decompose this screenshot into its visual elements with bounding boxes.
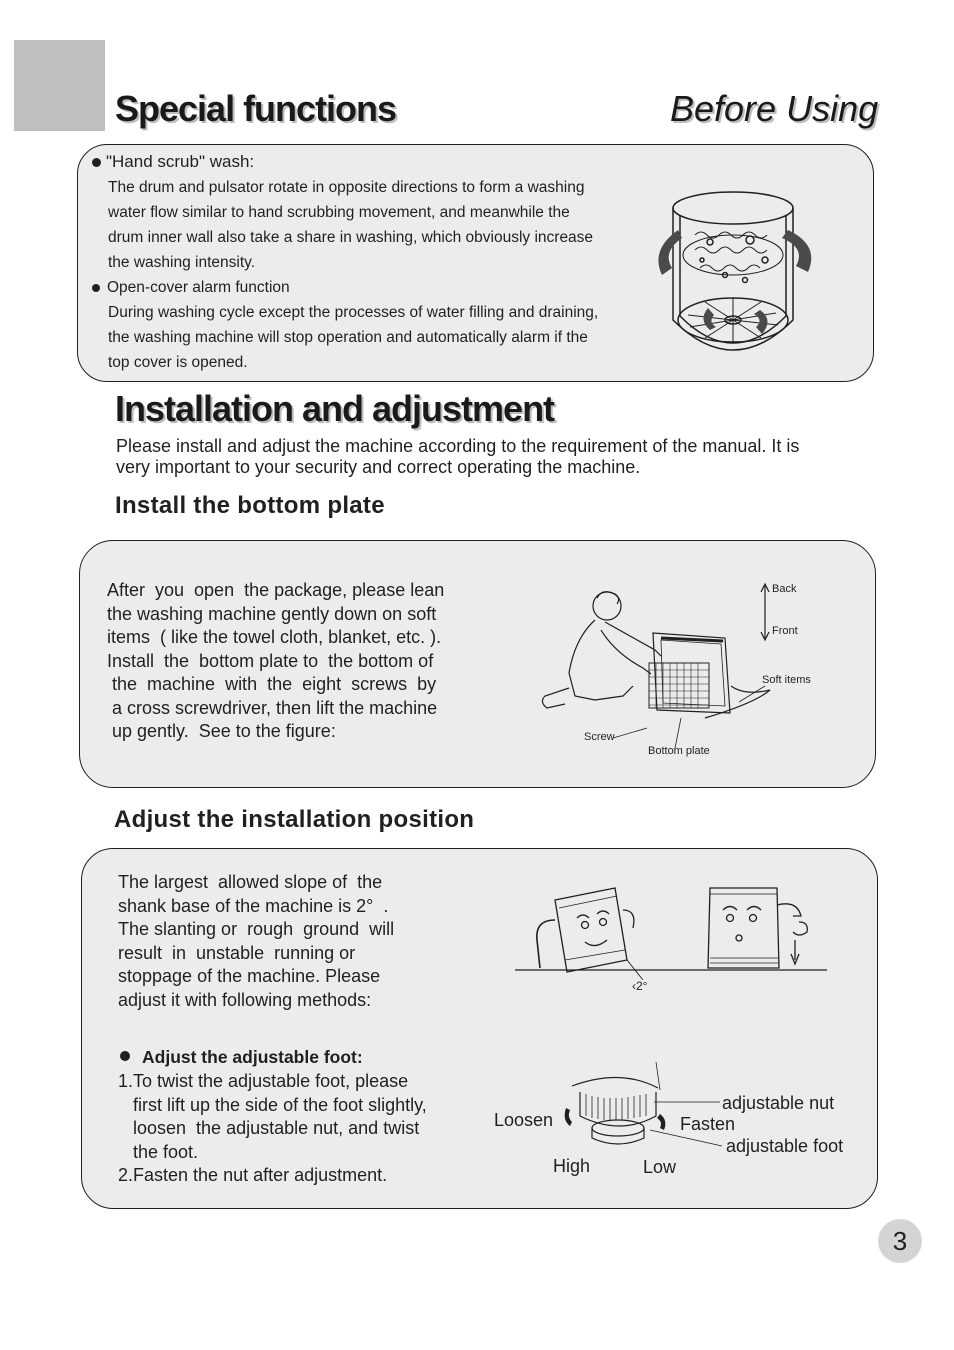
label-adjustable-nut: adjustable nut bbox=[722, 1093, 835, 1113]
position-line: result in unstable running or bbox=[118, 942, 356, 963]
hand-scrub-line: the washing intensity. bbox=[108, 254, 256, 271]
drum-pulsator-illustration bbox=[650, 180, 820, 365]
bullet-icon bbox=[92, 284, 100, 292]
installation-intro bbox=[116, 436, 799, 478]
open-cover-line: top cover is opened. bbox=[108, 354, 248, 371]
label-front: Front bbox=[772, 625, 798, 637]
foot-step-line: the foot. bbox=[118, 1141, 199, 1162]
foot-step-line: 2.Fasten the nut after adjustment. bbox=[118, 1165, 388, 1185]
open-cover-line: During washing cycle except the processes of water filling and draining, bbox=[108, 304, 599, 321]
label-low: Low bbox=[643, 1157, 677, 1177]
bottom-plate-line: the machine with the eight screws by bbox=[107, 674, 437, 694]
installation-title: Installation and adjustment bbox=[115, 388, 555, 429]
intro-line: very important to your security and correct operating the machine. bbox=[116, 457, 641, 477]
page-title: Special functions bbox=[115, 88, 397, 129]
slope-figure bbox=[515, 880, 830, 1000]
foot-step-line: first lift up the side of the foot slightly, bbox=[118, 1094, 427, 1115]
bottom-plate-text bbox=[107, 579, 444, 744]
foot-heading: Adjust the adjustable foot: bbox=[142, 1047, 363, 1067]
foot-heading-row bbox=[120, 1047, 363, 1068]
label-soft-items: Soft items bbox=[762, 674, 811, 686]
bullet-icon bbox=[92, 158, 101, 167]
position-heading: Adjust the installation position bbox=[114, 806, 475, 833]
bottom-plate-line: the washing machine gently down on soft bbox=[107, 603, 437, 624]
hand-scrub-line: drum inner wall also take a share in washing, which obviously increase bbox=[108, 229, 594, 246]
open-cover-line: the washing machine will stop operation and automatically alarm if the bbox=[108, 329, 588, 346]
hand-scrub-line: water flow similar to hand scrubbing movement, and meanwhile the bbox=[108, 204, 570, 221]
bottom-plate-line: Install the bottom plate to the bottom of bbox=[107, 650, 434, 671]
label-high: High bbox=[553, 1156, 591, 1176]
slope-value: 2° bbox=[636, 979, 648, 993]
position-line: The largest allowed slope of the bbox=[118, 872, 383, 892]
page-number bbox=[878, 1219, 922, 1263]
label-screw: Screw bbox=[584, 731, 615, 743]
label-fasten: Fasten bbox=[680, 1114, 736, 1134]
position-line: The slanting or rough ground will bbox=[118, 919, 395, 939]
bottom-plate-heading: Install the bottom plate bbox=[115, 492, 385, 519]
intro-line: Please install and adjust the machine according to the requirement of the manual. It is bbox=[116, 436, 800, 456]
foot-step-line: 1.To twist the adjustable foot, please bbox=[118, 1071, 409, 1091]
bottom-plate-figure bbox=[535, 578, 835, 768]
hand-scrub-section bbox=[92, 150, 598, 375]
label-loosen: Loosen bbox=[494, 1110, 554, 1130]
label-bottom-plate: Bottom plate bbox=[648, 745, 710, 757]
page-number-value: 3 bbox=[892, 1225, 908, 1256]
position-line: shank base of the machine is 2° . bbox=[118, 895, 389, 916]
position-line: stoppage of the machine. Please bbox=[118, 966, 381, 986]
position-line: adjust it with following methods: bbox=[118, 989, 372, 1010]
adjustable-foot-figure bbox=[560, 1058, 730, 1168]
bottom-plate-line: After you open the package, please lean bbox=[107, 580, 445, 600]
hand-scrub-line: The drum and pulsator rotate in opposite directions to form a washing bbox=[108, 179, 585, 196]
hand-scrub-heading: "Hand scrub" wash: bbox=[106, 152, 255, 171]
label-back: Back bbox=[772, 583, 797, 595]
label-adjustable-foot: adjustable foot bbox=[726, 1136, 844, 1156]
bottom-plate-line: items ( like the towel cloth, blanket, etc. ). bbox=[107, 627, 442, 647]
bottom-plate-line: a cross screwdriver, then lift the machine bbox=[107, 697, 438, 718]
chapter-title: Before Using bbox=[670, 88, 879, 129]
foot-step-line: loosen the adjustable nut, and twist bbox=[118, 1118, 420, 1138]
bottom-plate-line: up gently. See to the figure: bbox=[107, 721, 336, 741]
foot-steps bbox=[118, 1070, 427, 1188]
corner-tab bbox=[14, 40, 105, 131]
bullet-icon bbox=[120, 1051, 130, 1061]
open-cover-heading: Open-cover alarm function bbox=[107, 279, 290, 296]
position-text bbox=[118, 871, 394, 1012]
slope-label: ‹2° bbox=[632, 979, 648, 993]
